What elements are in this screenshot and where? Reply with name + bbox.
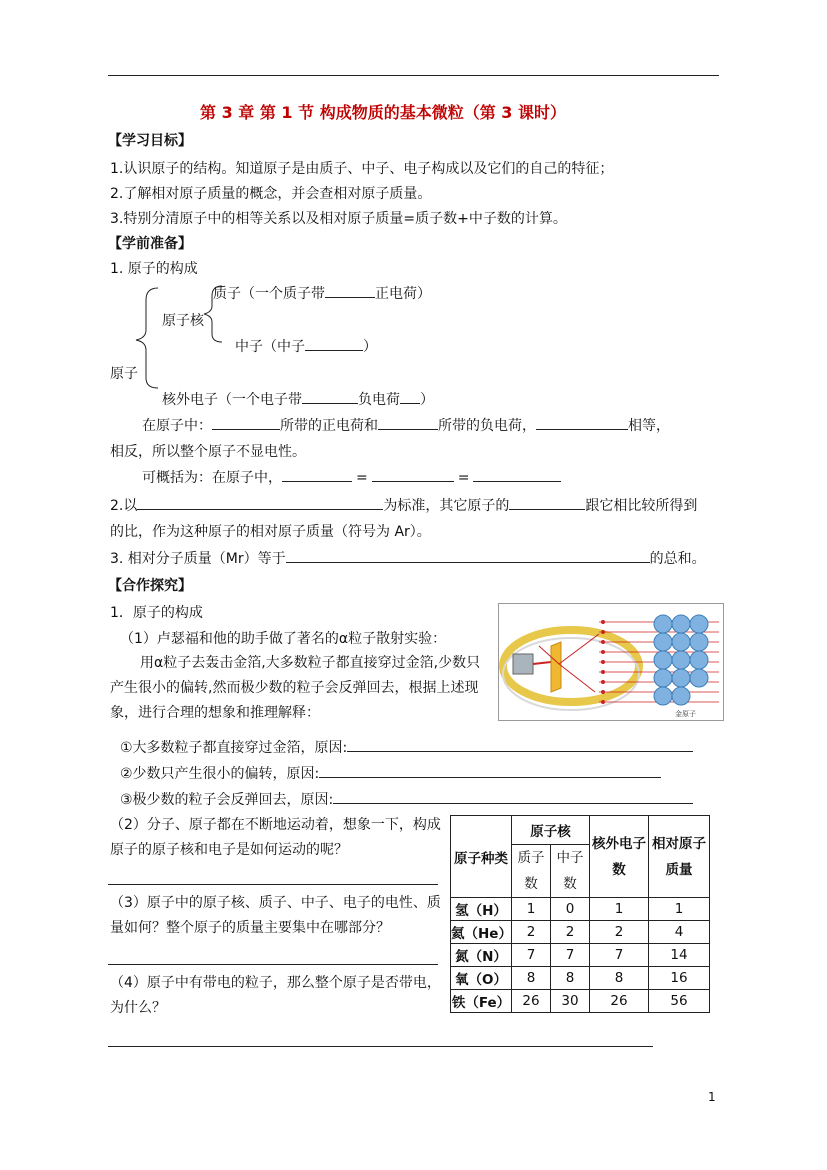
section-goals: 【学习目标】 (108, 133, 192, 149)
row-mass: 14 (649, 944, 710, 967)
q2-answer-line (108, 884, 438, 885)
row-element: 氮（N） (451, 944, 512, 967)
reason-3 (120, 789, 693, 809)
q3-text-a: 3. 相对分子质量（Mr）等于 (110, 551, 286, 567)
table-header-kind: 原子种类 (451, 816, 512, 898)
charge-blank-1[interactable] (212, 415, 280, 430)
prep-q2-line-1 (110, 495, 697, 515)
table-header-nucleus: 原子核 (512, 816, 590, 845)
row-proton: 7 (512, 944, 551, 967)
table-header-neutron: 中子数 (551, 845, 590, 898)
electron-text-a: 核外电子（一个电子带 (162, 392, 302, 408)
proton-text-b: 正电荷） (375, 286, 431, 302)
reason-3-text: ③极少数的粒子会反弹回去，原因: (120, 792, 334, 808)
table-header-mass: 相对原子质量 (649, 816, 710, 898)
row-element: 氢（H） (451, 898, 512, 921)
row-mass: 1 (649, 898, 710, 921)
figure-label: 金原子 (675, 710, 696, 718)
reason-3-blank[interactable] (333, 789, 693, 804)
neutron-blank[interactable] (305, 336, 363, 351)
row-proton: 2 (512, 921, 551, 944)
reason-1 (120, 737, 693, 757)
reason-2-blank[interactable] (319, 763, 661, 778)
row-electron: 8 (590, 967, 649, 990)
explore-q2: （2）分子、原子都在不断地运动着，想象一下，构成原子的原子核和电子是如何运动的呢？ (110, 817, 441, 858)
reason-1-text: ①大多数粒子都直接穿过金箔，原因: (120, 740, 348, 756)
row-neutron: 8 (551, 967, 590, 990)
row-electron: 7 (590, 944, 649, 967)
electron-blank[interactable] (302, 389, 358, 404)
reason-2 (120, 763, 661, 783)
prep-q2-line-2: 的比，作为这种原子的相对原子质量（符号为 Ar）。 (110, 524, 431, 540)
table-header-electron: 核外电子数 (590, 816, 649, 898)
explore-p2: 用α粒子去轰击金箔,大多数粒子都直接穿过金箔,少数只产生很小的偏转,然而极少数的粒子会反弹回去，根据上述现象，进行合理的想象和推理解释： (110, 655, 481, 721)
page-number: 1 (708, 1090, 716, 1104)
charge-line-1 (142, 415, 670, 435)
neutron-text-a: 中子（中子 (235, 339, 305, 355)
rutherford-figure (498, 603, 724, 721)
table-row (451, 990, 710, 1013)
atom-table (450, 815, 710, 1013)
row-proton: 8 (512, 967, 551, 990)
page-title: 第 3 章 第 1 节 构成物质的基本微粒（第 3 课时） (200, 103, 566, 122)
table-row (451, 898, 710, 921)
table-row (451, 967, 710, 990)
row-element: 氦（He） (451, 921, 512, 944)
proton-blank[interactable] (325, 283, 375, 298)
charge-text-1: 在原子中： (142, 418, 212, 434)
proton-line (213, 283, 431, 303)
q3-blank[interactable] (286, 548, 650, 563)
q2-text-b: 为标准，其它原子的 (383, 498, 510, 514)
summary-blank-1[interactable] (282, 467, 352, 482)
row-electron: 26 (590, 990, 649, 1013)
row-neutron: 2 (551, 921, 590, 944)
goal-3: 3.特别分清原子中的相等关系以及相对原子质量=质子数+中子数的计算。 (110, 211, 567, 227)
section-prep: 【学前准备】 (108, 236, 192, 252)
table-header-proton: 质子数 (512, 845, 551, 898)
summary-blank-2[interactable] (372, 467, 454, 482)
row-electron: 2 (590, 921, 649, 944)
row-neutron: 0 (551, 898, 590, 921)
summary-blank-3[interactable] (473, 467, 561, 482)
q3-text-b: 的总和。 (649, 551, 706, 567)
charge-line-2: 相反，所以整个原子不显电性。 (110, 444, 306, 460)
header-rule (108, 75, 719, 76)
neutron-line (235, 336, 377, 356)
reason-2-text: ②少数只产生很小的偏转，原因: (120, 766, 320, 782)
nucleus-label: 原子核 (162, 313, 204, 329)
table-row (451, 921, 710, 944)
neutron-text-b: ） (363, 339, 377, 355)
equals-2: = (457, 470, 470, 486)
explore-p1: （1）卢瑟福和他的助手做了著名的α粒子散射实验： (120, 631, 447, 647)
electron-line (162, 389, 434, 409)
electron-text-c: ） (420, 392, 434, 408)
explore-h1: 1．原子的构成 (110, 605, 203, 621)
row-electron: 1 (590, 898, 649, 921)
q2-blank-2[interactable] (509, 495, 585, 510)
explore-q3: （3）原子中的原子核、质子、中子、电子的电性、质量如何？整个原子的质量主要集中在哪部分？ (110, 895, 441, 936)
equals-1: = (356, 470, 368, 486)
q2-text-a: 2.以 (110, 498, 138, 514)
goal-1: 1.认识原子的结构。知道原子是由质子、中子、电子构成以及它们的自己的特征； (110, 161, 614, 177)
charge-text-2: 所带的正电荷和 (280, 418, 378, 434)
row-proton: 1 (512, 898, 551, 921)
row-mass: 56 (649, 990, 710, 1013)
row-proton: 26 (512, 990, 551, 1013)
charge-blank-3[interactable] (536, 415, 628, 430)
row-mass: 16 (649, 967, 710, 990)
row-mass: 4 (649, 921, 710, 944)
q2-blank-1[interactable] (137, 495, 383, 510)
summary-text: 可概括为：在原子中， (142, 470, 282, 486)
q3-answer-line (108, 964, 438, 965)
q4-answer-line (108, 1046, 653, 1047)
section-explore: 【合作探究】 (108, 578, 192, 594)
explore-q4: （4）原子中有带电的粒子，那么整个原子是否带电，为什么？ (110, 975, 441, 1016)
charge-text-3: 所带的负电荷， (438, 418, 536, 434)
q2-text-c: 跟它相比较所得到 (585, 498, 698, 514)
charge-blank-2[interactable] (378, 415, 438, 430)
prep-q3-line (110, 548, 706, 568)
row-element: 氧（O） (451, 967, 512, 990)
proton-text-a: 质子（一个质子带 (213, 286, 325, 302)
atom-label: 原子 (110, 366, 138, 382)
row-neutron: 30 (551, 990, 590, 1013)
electron-blank-2[interactable] (400, 389, 420, 404)
table-row (451, 944, 710, 967)
summary-line (142, 467, 561, 487)
electron-text-b: 负电荷 (358, 392, 400, 408)
goal-2: 2.了解相对原子质量的概念，并会查相对原子质量。 (110, 186, 432, 202)
row-neutron: 7 (551, 944, 590, 967)
row-element: 铁（Fe） (451, 990, 512, 1013)
charge-text-4: 相等， (628, 418, 670, 434)
prep-q1: 1. 原子的构成 (110, 261, 198, 277)
reason-1-blank[interactable] (347, 737, 693, 752)
